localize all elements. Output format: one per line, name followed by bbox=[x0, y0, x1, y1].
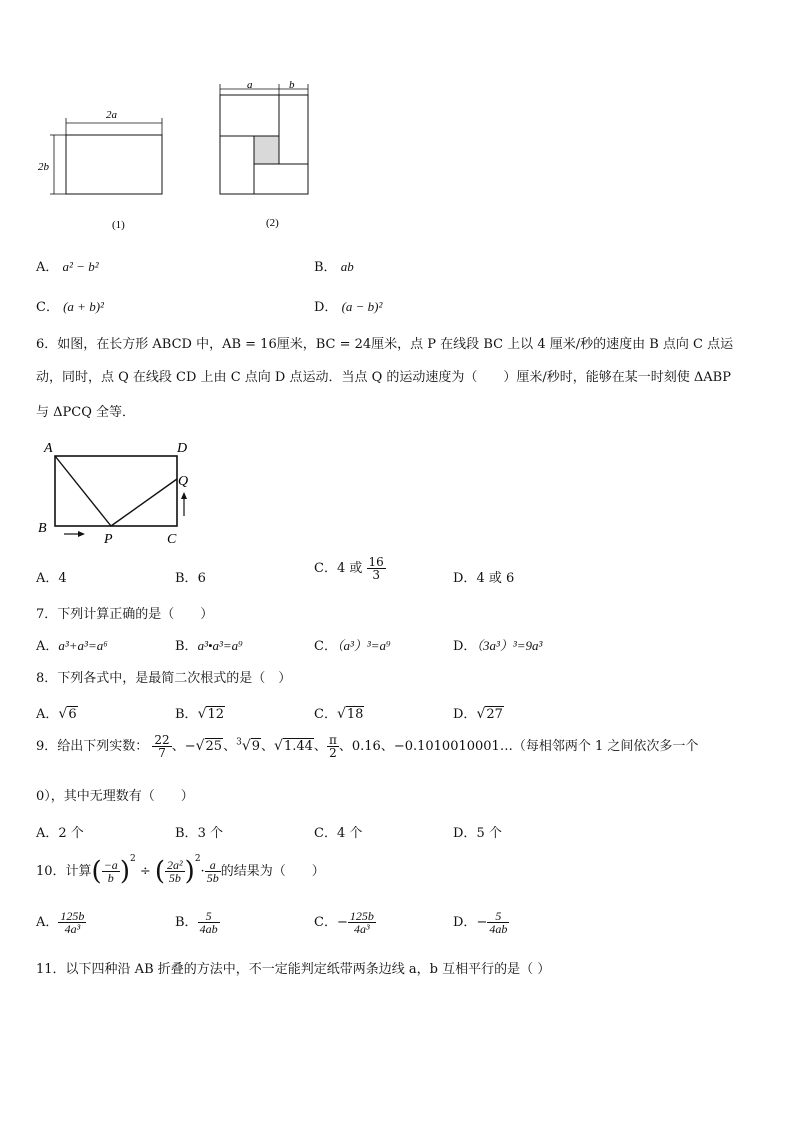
q8-option-c[interactable] bbox=[314, 703, 364, 722]
q6-stem-line-1: 6．如图，在长方形 ABCD 中，AB = 16厘米，BC = 24厘米，点 P 在线段 BC 上以 4 厘米/秒的速度由 B 点向 C 点运 bbox=[36, 337, 734, 352]
option-expr: (a − b)² bbox=[341, 299, 383, 314]
figure-1-caption: (1) bbox=[112, 219, 125, 231]
radicand: 1.44 bbox=[283, 739, 313, 754]
q6-option-d[interactable] bbox=[453, 567, 514, 586]
radical-sign-icon: √ bbox=[274, 738, 283, 754]
option-letter: B． bbox=[175, 571, 198, 586]
option-text: a³•a³=a⁹ bbox=[197, 638, 243, 653]
fraction-a-5b bbox=[205, 859, 221, 884]
option-letter: C． bbox=[314, 639, 337, 654]
figure-2-caption: (2) bbox=[266, 217, 279, 229]
option-letter: A． bbox=[36, 915, 59, 930]
fraction bbox=[367, 556, 386, 581]
q7-option-c[interactable] bbox=[314, 635, 391, 654]
option-letter: B． bbox=[314, 260, 337, 275]
multiply-dot: · bbox=[200, 864, 205, 879]
option-letter: D． bbox=[453, 571, 477, 586]
exponent: 2 bbox=[129, 854, 136, 864]
fraction bbox=[487, 910, 509, 935]
fraction bbox=[58, 910, 86, 935]
fraction-numerator: 5 bbox=[495, 909, 502, 923]
option-letter: C． bbox=[314, 561, 337, 576]
q8-option-b[interactable] bbox=[175, 703, 225, 722]
fraction-numerator: 2a² bbox=[167, 858, 183, 872]
option-letter: C． bbox=[314, 826, 337, 841]
q5-option-d[interactable] bbox=[314, 296, 382, 315]
q10-option-c[interactable] bbox=[314, 910, 376, 935]
figure-2-a-label: a bbox=[247, 80, 253, 91]
q10-option-d[interactable] bbox=[453, 910, 509, 935]
q9-option-c[interactable] bbox=[314, 822, 362, 841]
figure-2-b-label: b bbox=[289, 80, 295, 91]
radical-sign-icon: √ bbox=[58, 706, 68, 722]
radicand: 27 bbox=[486, 707, 503, 722]
q5-option-c[interactable] bbox=[36, 296, 104, 315]
radical-sign-icon: √ bbox=[197, 706, 207, 722]
q10-option-a[interactable] bbox=[36, 910, 86, 935]
fraction bbox=[198, 910, 220, 935]
option-letter: D． bbox=[314, 300, 338, 315]
label-d: D bbox=[177, 441, 188, 456]
label-q: Q bbox=[178, 474, 189, 489]
option-text: 6 bbox=[197, 571, 206, 586]
figure-1-rectangle bbox=[66, 135, 162, 194]
fraction-22-7 bbox=[152, 734, 171, 759]
radical-sign-icon: √ bbox=[336, 706, 346, 722]
q7-option-b[interactable] bbox=[175, 635, 243, 654]
label-p: P bbox=[104, 532, 113, 547]
figure-1-width-label: 2a bbox=[106, 109, 117, 121]
option-letter: B． bbox=[175, 707, 198, 722]
option-text: （a³）³=a⁹ bbox=[336, 638, 391, 653]
fraction-numerator: 5 bbox=[205, 909, 212, 923]
radicand: 12 bbox=[207, 707, 225, 722]
fraction-denominator: 7 bbox=[152, 746, 171, 759]
fraction-numerator: π bbox=[328, 733, 337, 747]
option-expr: ab bbox=[340, 259, 354, 274]
option-text: 4 个 bbox=[336, 826, 363, 841]
q11-stem: 11．以下四种沿 AB 折叠的方法中，不一定能判定纸带两条边线 a，b 互相平行的是（ ） bbox=[36, 962, 551, 977]
option-letter: D． bbox=[453, 639, 477, 654]
fraction bbox=[348, 910, 376, 935]
option-text: 4 或 bbox=[336, 561, 363, 576]
label-a: A bbox=[44, 441, 53, 456]
option-letter: D． bbox=[453, 826, 477, 841]
option-text: a³+a³=a⁶ bbox=[58, 638, 108, 653]
q10-stem: 10．计算( $\frac{-a}{b}$ )$^2$ ÷ ( $\frac{\text{2a²}}{5b}$ )$^2$· $\frac{a}{5b}$ 的结果为（ ） bbox=[36, 854, 325, 887]
option-text: 5 个 bbox=[476, 826, 502, 841]
q6-option-b[interactable] bbox=[175, 567, 206, 586]
q5-option-a[interactable] bbox=[36, 256, 99, 275]
label-b: B bbox=[38, 521, 47, 536]
q5-option-b[interactable] bbox=[314, 256, 354, 275]
q9-stem-line-1: 9．给出下列实数： $\frac{22}{7}$ 、−√25、$^3$√9、√1.44、 $\frac{\pi}{2}$ 、0.16、−0.1010010001…（每相邻两个 1 之间依次多一个 bbox=[36, 733, 699, 760]
fraction-numerator: 16 bbox=[368, 555, 384, 569]
q9-option-a[interactable] bbox=[36, 822, 84, 841]
q10-option-b[interactable] bbox=[175, 910, 220, 935]
radical-sign-icon: √ bbox=[241, 738, 251, 754]
option-letter: A． bbox=[36, 260, 59, 275]
fraction-numerator: −a bbox=[103, 858, 118, 872]
radicand: 6 bbox=[68, 707, 77, 722]
q9-stem-line-2: 0），其中无理数有（ ） bbox=[36, 789, 194, 804]
radicand: 9 bbox=[251, 739, 261, 754]
option-letter: C． bbox=[314, 915, 337, 930]
option-text: （3a³）³=9a³ bbox=[476, 638, 543, 653]
exponent: 2 bbox=[194, 854, 201, 864]
figure-2-shaded-square bbox=[254, 136, 279, 164]
radical-sign-icon: √ bbox=[476, 706, 486, 722]
figure-2 bbox=[212, 80, 322, 234]
option-letter: B． bbox=[175, 639, 198, 654]
q6-stem-line-2: 动，同时，点 Q 在线段 CD 上由 C 点向 D 点运动．当点 Q 的运动速度为（ ）厘米/秒时，能够在某一时刻使 ΔABP bbox=[36, 370, 731, 385]
fraction-denominator: 4a³ bbox=[58, 922, 86, 935]
fraction-numerator: a bbox=[209, 858, 216, 872]
q6-stem-line-3: 与 ΔPCQ 全等． bbox=[36, 405, 136, 420]
repeating-decimal: 0.16 bbox=[351, 739, 381, 754]
option-letter: A． bbox=[36, 707, 59, 722]
q8-option-a[interactable] bbox=[36, 703, 78, 722]
q10-prefix: 10．计算 bbox=[36, 864, 92, 879]
q6-option-c[interactable] bbox=[314, 556, 386, 581]
fraction-denominator: 5b bbox=[206, 871, 219, 885]
option-letter: A． bbox=[36, 826, 59, 841]
q8-option-d[interactable] bbox=[453, 703, 504, 722]
fraction-numerator: 22 bbox=[154, 733, 170, 747]
q9-option-b[interactable] bbox=[175, 822, 223, 841]
option-letter: C． bbox=[314, 707, 337, 722]
fraction-denominator: 5b bbox=[165, 871, 185, 884]
fraction-denominator: 4a³ bbox=[348, 922, 376, 935]
radicand: 25 bbox=[205, 739, 223, 754]
option-text: 4 或 6 bbox=[476, 571, 515, 586]
arrow-right-icon bbox=[78, 531, 85, 537]
radicand: 18 bbox=[346, 707, 364, 722]
radical-sign-icon: √ bbox=[195, 738, 205, 754]
option-expr: (a + b)² bbox=[63, 299, 104, 314]
option-letter: D． bbox=[453, 707, 477, 722]
q7-stem: 7．下列计算正确的是（ ） bbox=[36, 607, 214, 622]
q9-option-d[interactable] bbox=[453, 822, 502, 841]
segment-ap bbox=[55, 456, 111, 526]
rectangle-abcd bbox=[55, 456, 177, 526]
q7-option-d[interactable] bbox=[453, 635, 542, 654]
option-letter: C． bbox=[36, 300, 59, 315]
fraction-2a2-5b bbox=[165, 859, 185, 884]
q10-suffix: 的结果为（ ） bbox=[220, 864, 325, 879]
arrow-up-icon bbox=[181, 492, 187, 499]
option-letter: B． bbox=[175, 826, 198, 841]
root-index: 3 bbox=[236, 737, 242, 748]
figure-1 bbox=[36, 104, 176, 234]
label-c: C bbox=[167, 532, 177, 547]
fraction-denominator: 3 bbox=[367, 568, 386, 581]
fraction-numerator: 125b bbox=[349, 909, 374, 923]
q7-option-a[interactable] bbox=[36, 635, 108, 654]
q9-tail: −0.1010010001…（每相邻两个 1 之间依次多一个 bbox=[393, 739, 699, 754]
fraction-pi-2 bbox=[327, 734, 339, 759]
option-letter: D． bbox=[453, 915, 477, 930]
q8-stem: 8．下列各式中，是最简二次根式的是（ ） bbox=[36, 671, 292, 686]
q6-figure bbox=[34, 436, 204, 548]
segment-pq bbox=[111, 479, 177, 526]
fraction-numerator: 125b bbox=[60, 909, 85, 923]
q6-option-a[interactable] bbox=[36, 567, 67, 586]
fraction-denominator: 4ab bbox=[199, 922, 218, 936]
option-letter: A． bbox=[36, 571, 59, 586]
fraction-denominator: 4ab bbox=[489, 922, 508, 936]
fraction-neg-a-b bbox=[102, 859, 120, 884]
divide-sign: ÷ bbox=[139, 864, 151, 879]
q9-prefix: 9．给出下列实数： bbox=[36, 739, 149, 754]
option-sign: − bbox=[336, 915, 348, 930]
figure-1-height-label: 2b bbox=[38, 161, 49, 173]
option-letter: B． bbox=[175, 915, 198, 930]
option-text: 4 bbox=[58, 571, 67, 586]
option-text: 2 个 bbox=[58, 826, 84, 841]
option-text: 3 个 bbox=[197, 826, 223, 841]
option-sign: − bbox=[476, 915, 488, 930]
fraction-denominator: b bbox=[102, 871, 120, 884]
fraction-denominator: 2 bbox=[327, 746, 339, 759]
option-letter: A． bbox=[36, 639, 59, 654]
option-expr: a² − b² bbox=[62, 259, 99, 274]
